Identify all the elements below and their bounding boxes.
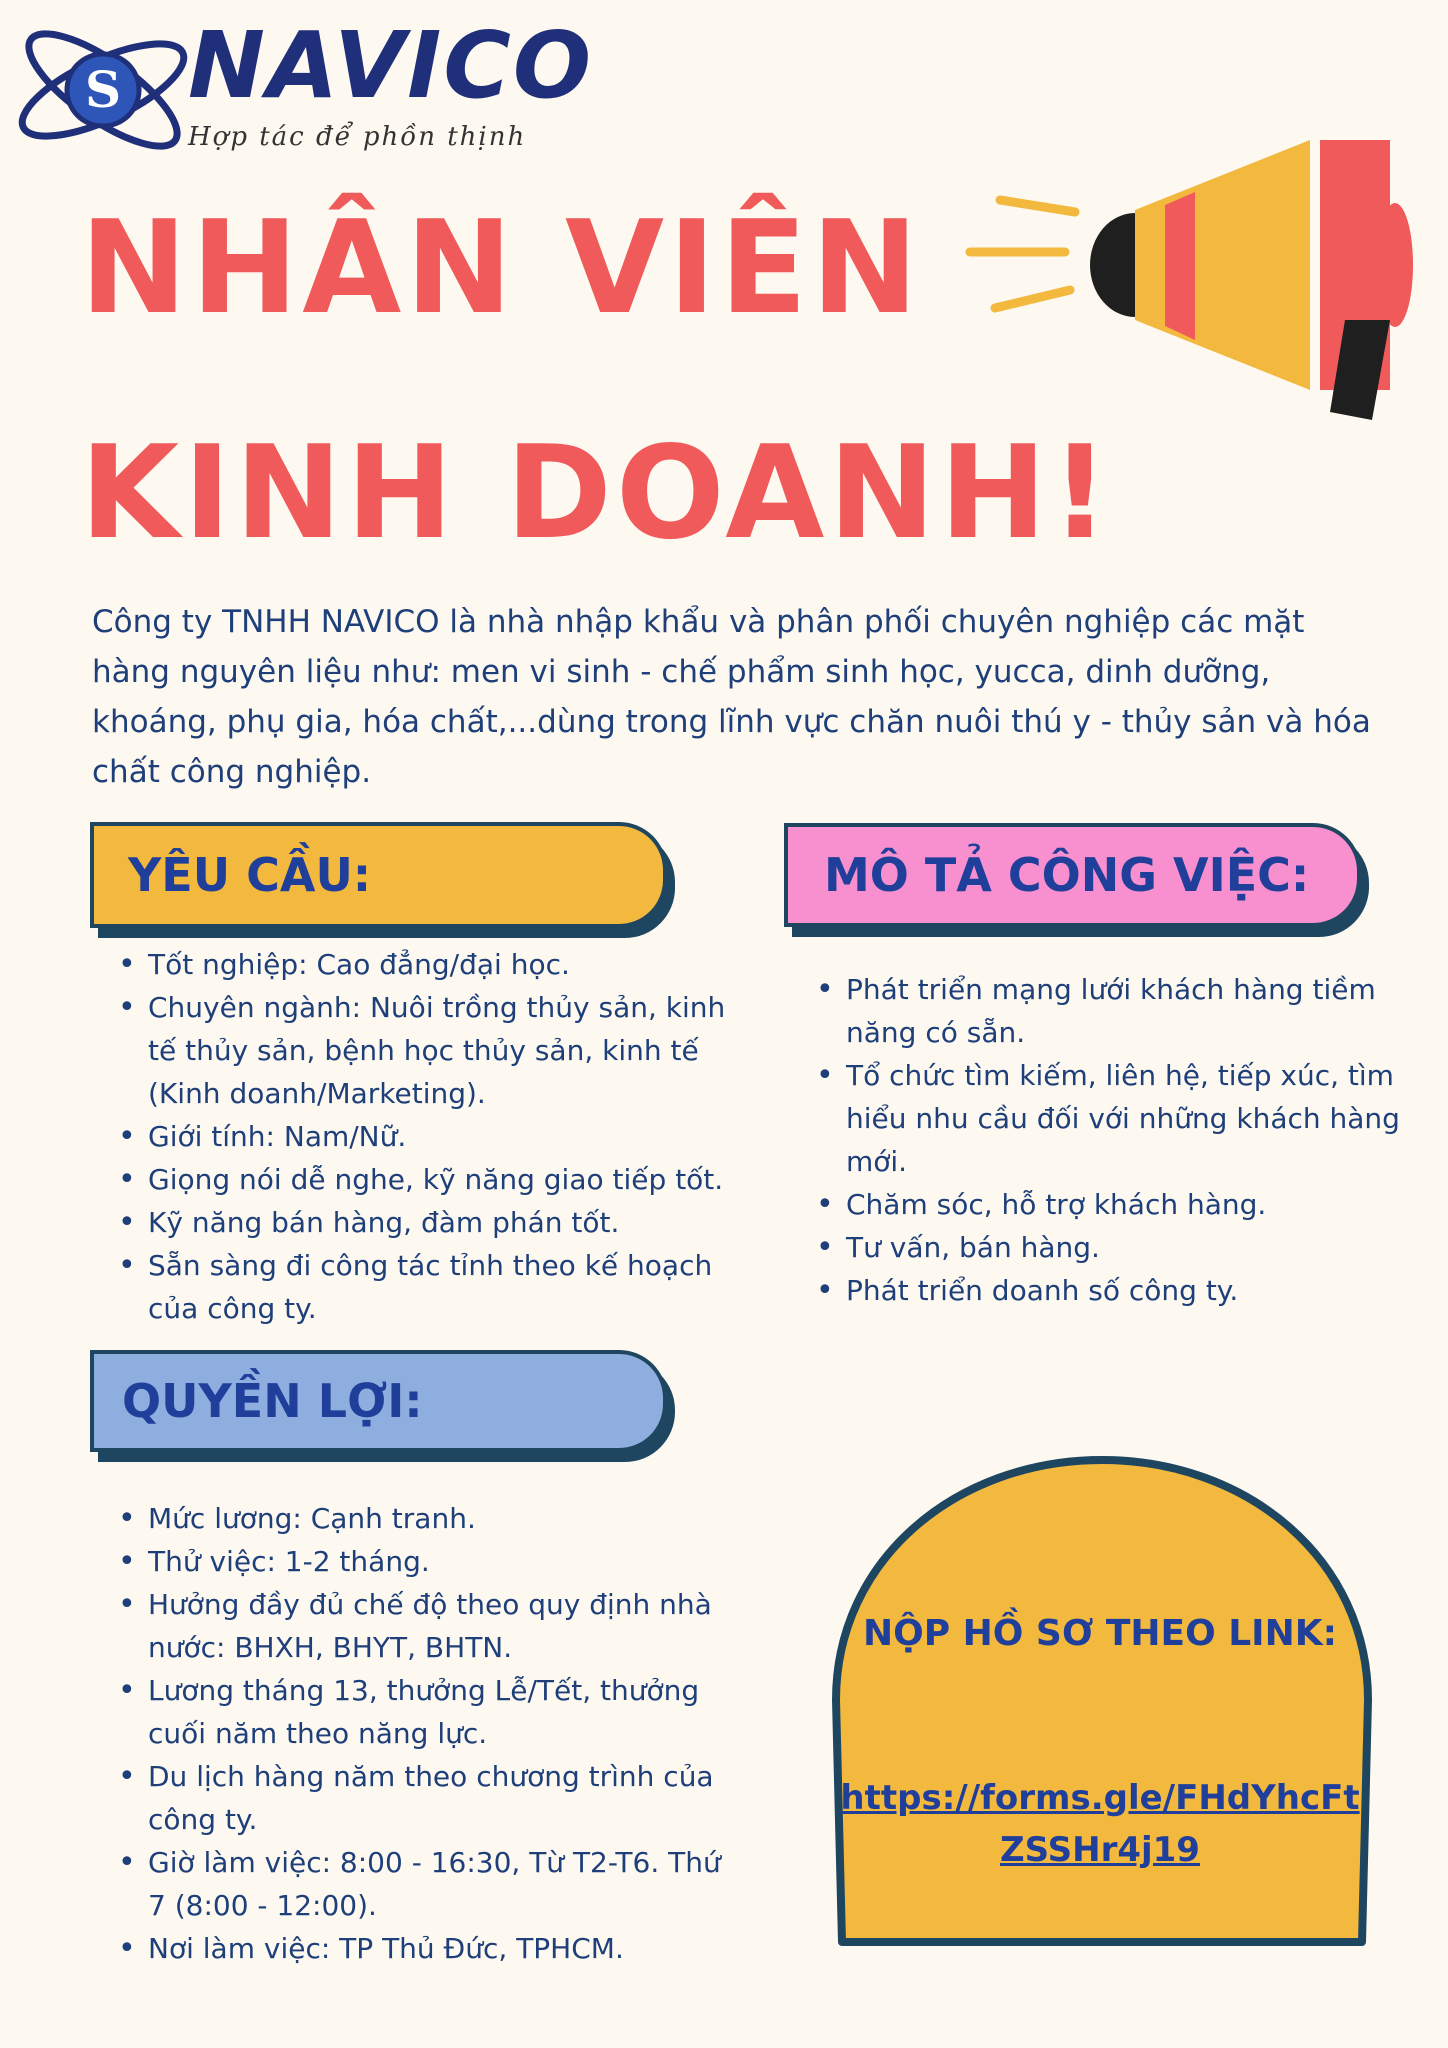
logo-emblem-letter: S xyxy=(84,60,122,119)
megaphone-icon xyxy=(950,140,1448,440)
list-item: • Sẵn sàng đi công tác tỉnh theo kế hoạch của công ty. xyxy=(96,1244,736,1330)
requirements-list xyxy=(96,943,736,1330)
benefits-list xyxy=(96,1497,736,1970)
headline-line-1: NHÂN VIÊN xyxy=(80,194,923,343)
apply-instruction: NỘP HỒ SƠ THEO LINK: xyxy=(863,1613,1337,1654)
job-description-label: MÔ TẢ CÔNG VIỆC: xyxy=(784,823,1361,927)
list-item: • Giọng nói dễ nghe, kỹ năng giao tiếp tốt. xyxy=(96,1158,736,1201)
list-item: • Tư vấn, bán hàng. xyxy=(794,1226,1414,1269)
list-item: • Tốt nghiệp: Cao đẳng/đại học. xyxy=(96,943,736,986)
list-item: • Tổ chức tìm kiếm, liên hệ, tiếp xúc, tìm hiểu nhu cầu đối với những khách hàng mới. xyxy=(794,1054,1414,1183)
application-form-link[interactable]: https://forms.gle/FHdYhcFtZSSHr4j19 xyxy=(840,1778,1360,1870)
list-item: • Kỹ năng bán hàng, đàm phán tốt. xyxy=(96,1201,736,1244)
company-intro: Công ty TNHH NAVICO là nhà nhập khẩu và phân phối chuyên nghiệp các mặt hàng nguyên liệu như: men vi sinh - chế phẩm sinh học, yucca, dinh dưỡng, khoáng, phụ gia, hóa chất,...dùng trong lĩnh vực chăn nuôi thú y - thủy sản và hóa chất công nghiệp. xyxy=(92,604,1371,790)
list-item: • Giờ làm việc: 8:00 - 16:30, Từ T2-T6. Thứ 7 (8:00 - 12:00). xyxy=(96,1841,736,1927)
brand-slogan: Hợp tác để phồn thịnh xyxy=(188,122,527,152)
headline-line-2: KINH DOANH! xyxy=(80,419,1113,568)
list-item: • Chăm sóc, hỗ trợ khách hàng. xyxy=(794,1183,1414,1226)
list-item: • Nơi làm việc: TP Thủ Đức, TPHCM. xyxy=(96,1927,736,1970)
navico-logo-emblem xyxy=(8,10,198,170)
list-item: • Giới tính: Nam/Nữ. xyxy=(96,1115,736,1158)
brand-name: NAVICO xyxy=(188,12,594,119)
list-item: • Chuyên ngành: Nuôi trồng thủy sản, kinh tế thủy sản, bệnh học thủy sản, kinh tế (Kinh doanh/Marketing). xyxy=(96,986,736,1115)
job-description-list xyxy=(794,968,1414,1312)
list-item: • Lương tháng 13, thưởng Lễ/Tết, thưởng cuối năm theo năng lực. xyxy=(96,1669,736,1755)
list-item: • Thử việc: 1-2 tháng. xyxy=(96,1540,736,1583)
apply-callout-shape xyxy=(806,1450,1398,1952)
list-item: • Du lịch hàng năm theo chương trình của công ty. xyxy=(96,1755,736,1841)
benefits-label: QUYỀN LỢI: xyxy=(90,1350,667,1452)
requirements-label: YÊU CẦU: xyxy=(90,822,667,928)
list-item: • Phát triển mạng lưới khách hàng tiềm năng có sẵn. xyxy=(794,968,1414,1054)
list-item: • Hưởng đầy đủ chế độ theo quy định nhà nước: BHXH, BHYT, BHTN. xyxy=(96,1583,736,1669)
list-item: • Phát triển doanh số công ty. xyxy=(794,1269,1414,1312)
list-item: • Mức lương: Cạnh tranh. xyxy=(96,1497,736,1540)
